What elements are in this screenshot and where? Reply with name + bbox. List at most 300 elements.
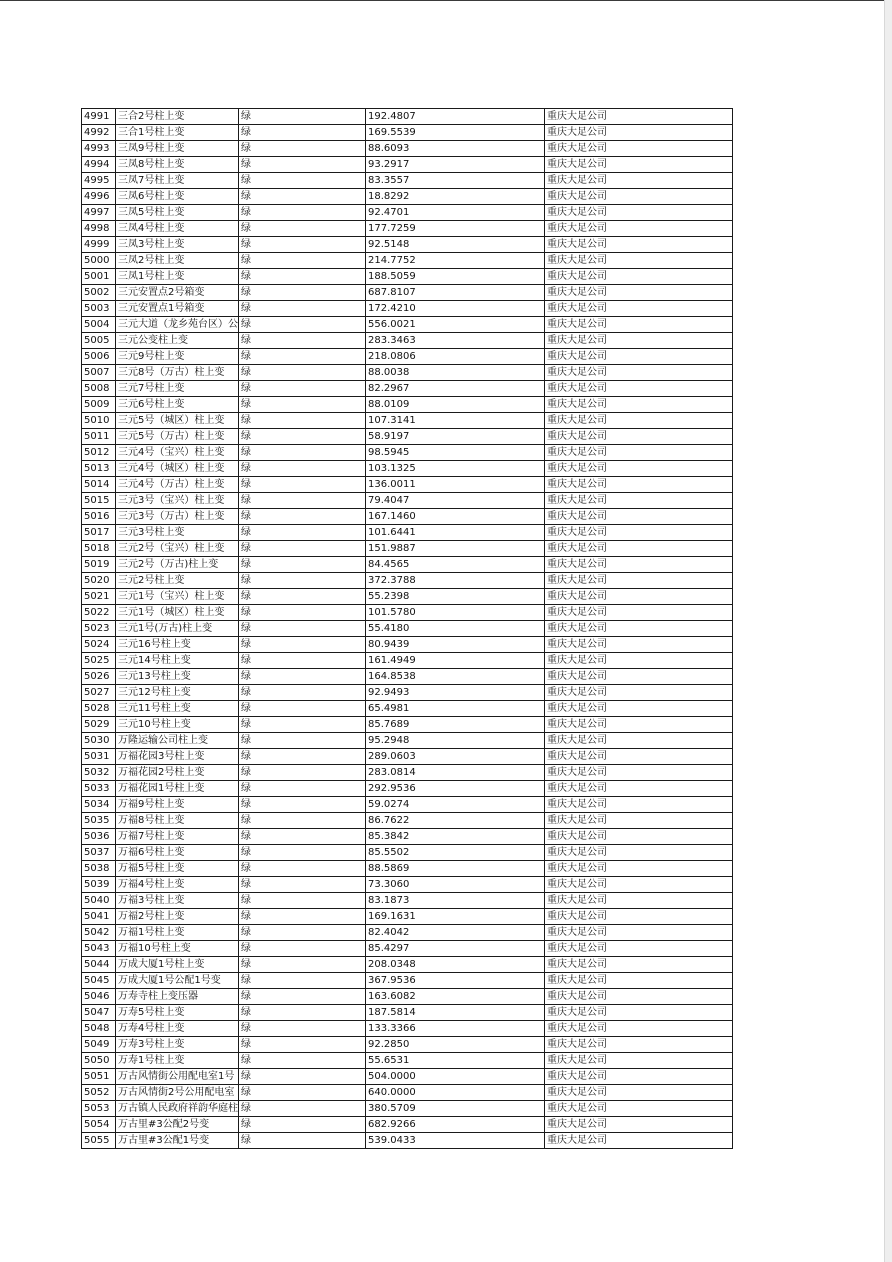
table-row: [82, 621, 733, 637]
transformer-name-cell: 万福4号柱上变: [116, 877, 239, 893]
company-cell: 重庆大足公司: [545, 749, 733, 765]
load-value-cell: 283.0814: [366, 765, 545, 781]
load-value-cell: 88.0038: [366, 365, 545, 381]
load-value-cell: 80.9439: [366, 637, 545, 653]
table-row: [82, 749, 733, 765]
status-color-cell: 绿: [239, 1101, 366, 1117]
status-color-cell: 绿: [239, 157, 366, 173]
row-id-cell: 4992: [82, 125, 116, 141]
transformer-name-cell: 万寿寺柱上变压器: [116, 989, 239, 1005]
load-value-cell: 93.2917: [366, 157, 545, 173]
status-color-cell: 绿: [239, 669, 366, 685]
transformer-name-cell: 三元16号柱上变: [116, 637, 239, 653]
company-cell: 重庆大足公司: [545, 301, 733, 317]
row-id-cell: 5047: [82, 1005, 116, 1021]
status-color-cell: 绿: [239, 605, 366, 621]
transformer-name-cell: 万福9号柱上变: [116, 797, 239, 813]
load-value-cell: 163.6082: [366, 989, 545, 1005]
load-value-cell: 169.1631: [366, 909, 545, 925]
page-top-rule: [0, 0, 884, 1]
load-value-cell: 79.4047: [366, 493, 545, 509]
company-cell: 重庆大足公司: [545, 813, 733, 829]
row-id-cell: 5012: [82, 445, 116, 461]
status-color-cell: 绿: [239, 1037, 366, 1053]
transformer-name-cell: 三元6号柱上变: [116, 397, 239, 413]
table-row: [82, 381, 733, 397]
status-color-cell: 绿: [239, 813, 366, 829]
company-cell: 重庆大足公司: [545, 397, 733, 413]
status-color-cell: 绿: [239, 685, 366, 701]
load-value-cell: 539.0433: [366, 1133, 545, 1149]
status-color-cell: 绿: [239, 637, 366, 653]
load-value-cell: 55.4180: [366, 621, 545, 637]
row-id-cell: 5021: [82, 589, 116, 605]
load-value-cell: 83.1873: [366, 893, 545, 909]
table-row: [82, 173, 733, 189]
status-color-cell: 绿: [239, 189, 366, 205]
load-value-cell: 55.6531: [366, 1053, 545, 1069]
status-color-cell: 绿: [239, 397, 366, 413]
company-cell: 重庆大足公司: [545, 1117, 733, 1133]
row-id-cell: 5008: [82, 381, 116, 397]
row-id-cell: 5009: [82, 397, 116, 413]
load-value-cell: 208.0348: [366, 957, 545, 973]
row-id-cell: 5042: [82, 925, 116, 941]
company-cell: 重庆大足公司: [545, 973, 733, 989]
status-color-cell: 绿: [239, 877, 366, 893]
transformer-name-cell: 万福2号柱上变: [116, 909, 239, 925]
load-value-cell: 59.0274: [366, 797, 545, 813]
table-row: [82, 1005, 733, 1021]
table-row: [82, 157, 733, 173]
company-cell: 重庆大足公司: [545, 413, 733, 429]
table-row: [82, 221, 733, 237]
transformer-name-cell: 三元13号柱上变: [116, 669, 239, 685]
table-row: [82, 525, 733, 541]
load-value-cell: 55.2398: [366, 589, 545, 605]
table-row: [82, 589, 733, 605]
company-cell: 重庆大足公司: [545, 429, 733, 445]
transformer-name-cell: 三凤8号柱上变: [116, 157, 239, 173]
status-color-cell: 绿: [239, 461, 366, 477]
table-row: [82, 285, 733, 301]
company-cell: 重庆大足公司: [545, 717, 733, 733]
status-color-cell: 绿: [239, 717, 366, 733]
table-row: [82, 301, 733, 317]
load-value-cell: 92.5148: [366, 237, 545, 253]
status-color-cell: 绿: [239, 653, 366, 669]
status-color-cell: 绿: [239, 333, 366, 349]
row-id-cell: 4999: [82, 237, 116, 253]
status-color-cell: 绿: [239, 701, 366, 717]
status-color-cell: 绿: [239, 125, 366, 141]
transformer-name-cell: 三凤9号柱上变: [116, 141, 239, 157]
status-color-cell: 绿: [239, 845, 366, 861]
row-id-cell: 5018: [82, 541, 116, 557]
transformer-table: [81, 108, 733, 1149]
status-color-cell: 绿: [239, 237, 366, 253]
row-id-cell: 5013: [82, 461, 116, 477]
table-row: [82, 653, 733, 669]
transformer-name-cell: 三元3号（万古）柱上变: [116, 509, 239, 525]
status-color-cell: 绿: [239, 253, 366, 269]
transformer-name-cell: 三元14号柱上变: [116, 653, 239, 669]
load-value-cell: 58.9197: [366, 429, 545, 445]
table-row: [82, 413, 733, 429]
transformer-name-cell: 万古风情街公用配电室1号: [116, 1069, 239, 1085]
status-color-cell: 绿: [239, 1085, 366, 1101]
transformer-name-cell: 三元4号（万古）柱上变: [116, 477, 239, 493]
load-value-cell: 687.8107: [366, 285, 545, 301]
table-row: [82, 1069, 733, 1085]
company-cell: 重庆大足公司: [545, 605, 733, 621]
load-value-cell: 177.7259: [366, 221, 545, 237]
load-value-cell: 18.8292: [366, 189, 545, 205]
status-color-cell: 绿: [239, 173, 366, 189]
status-color-cell: 绿: [239, 861, 366, 877]
transformer-name-cell: 万福花园3号柱上变: [116, 749, 239, 765]
row-id-cell: 5054: [82, 1117, 116, 1133]
company-cell: 重庆大足公司: [545, 285, 733, 301]
status-color-cell: 绿: [239, 733, 366, 749]
table-row: [82, 1117, 733, 1133]
row-id-cell: 5023: [82, 621, 116, 637]
row-id-cell: 5016: [82, 509, 116, 525]
transformer-name-cell: 万福8号柱上变: [116, 813, 239, 829]
transformer-name-cell: 三凤4号柱上变: [116, 221, 239, 237]
company-cell: 重庆大足公司: [545, 1069, 733, 1085]
company-cell: 重庆大足公司: [545, 381, 733, 397]
load-value-cell: 187.5814: [366, 1005, 545, 1021]
status-color-cell: 绿: [239, 445, 366, 461]
load-value-cell: 92.2850: [366, 1037, 545, 1053]
company-cell: 重庆大足公司: [545, 141, 733, 157]
transformer-name-cell: 三凤6号柱上变: [116, 189, 239, 205]
table-row: [82, 973, 733, 989]
transformer-name-cell: 万寿4号柱上变: [116, 1021, 239, 1037]
transformer-name-cell: 三元5号（城区）柱上变: [116, 413, 239, 429]
load-value-cell: 82.2967: [366, 381, 545, 397]
row-id-cell: 5049: [82, 1037, 116, 1053]
row-id-cell: 5050: [82, 1053, 116, 1069]
status-color-cell: 绿: [239, 413, 366, 429]
status-color-cell: 绿: [239, 893, 366, 909]
company-cell: 重庆大足公司: [545, 237, 733, 253]
table-row: [82, 685, 733, 701]
row-id-cell: 4993: [82, 141, 116, 157]
table-row: [82, 509, 733, 525]
row-id-cell: 5045: [82, 973, 116, 989]
table-row: [82, 1037, 733, 1053]
row-id-cell: 5027: [82, 685, 116, 701]
transformer-name-cell: 三元5号（万古）柱上变: [116, 429, 239, 445]
load-value-cell: 85.4297: [366, 941, 545, 957]
transformer-name-cell: 万福5号柱上变: [116, 861, 239, 877]
transformer-name-cell: 万福6号柱上变: [116, 845, 239, 861]
load-value-cell: 98.5945: [366, 445, 545, 461]
table-row: [82, 877, 733, 893]
transformer-name-cell: 万古里#3公配2号变: [116, 1117, 239, 1133]
table-row: [82, 317, 733, 333]
load-value-cell: 103.1325: [366, 461, 545, 477]
load-value-cell: 85.3842: [366, 829, 545, 845]
row-id-cell: 4994: [82, 157, 116, 173]
table-row: [82, 205, 733, 221]
table-row: [82, 797, 733, 813]
status-color-cell: 绿: [239, 909, 366, 925]
table-row: [82, 765, 733, 781]
table-row: [82, 781, 733, 797]
status-color-cell: 绿: [239, 525, 366, 541]
load-value-cell: 85.7689: [366, 717, 545, 733]
transformer-name-cell: 三元7号柱上变: [116, 381, 239, 397]
table-row: [82, 333, 733, 349]
company-cell: 重庆大足公司: [545, 189, 733, 205]
transformer-name-cell: 三元3号（宝兴）柱上变: [116, 493, 239, 509]
load-value-cell: 151.9887: [366, 541, 545, 557]
row-id-cell: 5025: [82, 653, 116, 669]
company-cell: 重庆大足公司: [545, 989, 733, 1005]
row-id-cell: 5024: [82, 637, 116, 653]
table-row: [82, 1133, 733, 1149]
status-color-cell: 绿: [239, 589, 366, 605]
status-color-cell: 绿: [239, 1133, 366, 1149]
transformer-name-cell: 三凤1号柱上变: [116, 269, 239, 285]
table-row: [82, 397, 733, 413]
company-cell: 重庆大足公司: [545, 781, 733, 797]
row-id-cell: 5004: [82, 317, 116, 333]
table-row: [82, 845, 733, 861]
load-value-cell: 85.5502: [366, 845, 545, 861]
company-cell: 重庆大足公司: [545, 893, 733, 909]
transformer-name-cell: 三元2号（宝兴）柱上变: [116, 541, 239, 557]
company-cell: 重庆大足公司: [545, 109, 733, 125]
row-id-cell: 5003: [82, 301, 116, 317]
load-value-cell: 88.6093: [366, 141, 545, 157]
table-row: [82, 1053, 733, 1069]
table-row: [82, 477, 733, 493]
status-color-cell: 绿: [239, 381, 366, 397]
table-row: [82, 125, 733, 141]
status-color-cell: 绿: [239, 957, 366, 973]
status-color-cell: 绿: [239, 765, 366, 781]
transformer-name-cell: 万古风情街2号公用配电室: [116, 1085, 239, 1101]
load-value-cell: 218.0806: [366, 349, 545, 365]
table-row: [82, 861, 733, 877]
status-color-cell: 绿: [239, 829, 366, 845]
table-row: [82, 829, 733, 845]
company-cell: 重庆大足公司: [545, 573, 733, 589]
table-row: [82, 669, 733, 685]
transformer-name-cell: 三合1号柱上变: [116, 125, 239, 141]
row-id-cell: 5002: [82, 285, 116, 301]
row-id-cell: 5001: [82, 269, 116, 285]
row-id-cell: 5007: [82, 365, 116, 381]
company-cell: 重庆大足公司: [545, 1053, 733, 1069]
load-value-cell: 172.4210: [366, 301, 545, 317]
row-id-cell: 5035: [82, 813, 116, 829]
table-row: [82, 109, 733, 125]
status-color-cell: 绿: [239, 269, 366, 285]
row-id-cell: 4998: [82, 221, 116, 237]
company-cell: 重庆大足公司: [545, 877, 733, 893]
table-row: [82, 429, 733, 445]
company-cell: 重庆大足公司: [545, 461, 733, 477]
status-color-cell: 绿: [239, 1005, 366, 1021]
transformer-name-cell: 三元大道（龙乡苑台区）公: [116, 317, 239, 333]
row-id-cell: 5041: [82, 909, 116, 925]
load-value-cell: 504.0000: [366, 1069, 545, 1085]
status-color-cell: 绿: [239, 557, 366, 573]
company-cell: 重庆大足公司: [545, 925, 733, 941]
row-id-cell: 5000: [82, 253, 116, 269]
company-cell: 重庆大足公司: [545, 653, 733, 669]
transformer-name-cell: 万成大厦1号柱上变: [116, 957, 239, 973]
table-row: [82, 269, 733, 285]
company-cell: 重庆大足公司: [545, 1005, 733, 1021]
row-id-cell: 5028: [82, 701, 116, 717]
row-id-cell: 5031: [82, 749, 116, 765]
table-row: [82, 957, 733, 973]
status-color-cell: 绿: [239, 797, 366, 813]
table-row: [82, 813, 733, 829]
load-value-cell: 65.4981: [366, 701, 545, 717]
transformer-name-cell: 三元安置点1号箱变: [116, 301, 239, 317]
status-color-cell: 绿: [239, 317, 366, 333]
transformer-name-cell: 三元3号柱上变: [116, 525, 239, 541]
table-row: [82, 557, 733, 573]
transformer-name-cell: 三元4号（城区）柱上变: [116, 461, 239, 477]
transformer-name-cell: 三凤7号柱上变: [116, 173, 239, 189]
load-value-cell: 164.8538: [366, 669, 545, 685]
row-id-cell: 5051: [82, 1069, 116, 1085]
status-color-cell: 绿: [239, 925, 366, 941]
transformer-name-cell: 三元12号柱上变: [116, 685, 239, 701]
row-id-cell: 5039: [82, 877, 116, 893]
load-value-cell: 88.0109: [366, 397, 545, 413]
company-cell: 重庆大足公司: [545, 733, 733, 749]
load-value-cell: 161.4949: [366, 653, 545, 669]
row-id-cell: 5043: [82, 941, 116, 957]
company-cell: 重庆大足公司: [545, 493, 733, 509]
table-row: [82, 541, 733, 557]
load-value-cell: 86.7622: [366, 813, 545, 829]
load-value-cell: 192.4807: [366, 109, 545, 125]
transformer-name-cell: 三元公变柱上变: [116, 333, 239, 349]
row-id-cell: 5005: [82, 333, 116, 349]
company-cell: 重庆大足公司: [545, 157, 733, 173]
load-value-cell: 556.0021: [366, 317, 545, 333]
table-row: [82, 925, 733, 941]
status-color-cell: 绿: [239, 1117, 366, 1133]
load-value-cell: 133.3366: [366, 1021, 545, 1037]
row-id-cell: 5055: [82, 1133, 116, 1149]
load-value-cell: 73.3060: [366, 877, 545, 893]
company-cell: 重庆大足公司: [545, 957, 733, 973]
status-color-cell: 绿: [239, 781, 366, 797]
table-row: [82, 237, 733, 253]
right-scroll-strip: [884, 0, 892, 1262]
load-value-cell: 283.3463: [366, 333, 545, 349]
transformer-name-cell: 万寿1号柱上变: [116, 1053, 239, 1069]
status-color-cell: 绿: [239, 541, 366, 557]
status-color-cell: 绿: [239, 141, 366, 157]
status-color-cell: 绿: [239, 301, 366, 317]
transformer-name-cell: 万寿3号柱上变: [116, 1037, 239, 1053]
company-cell: 重庆大足公司: [545, 269, 733, 285]
table-row: [82, 141, 733, 157]
company-cell: 重庆大足公司: [545, 1101, 733, 1117]
row-id-cell: 5037: [82, 845, 116, 861]
load-value-cell: 167.1460: [366, 509, 545, 525]
company-cell: 重庆大足公司: [545, 173, 733, 189]
transformer-name-cell: 万古里#3公配1号变: [116, 1133, 239, 1149]
table-row: [82, 365, 733, 381]
company-cell: 重庆大足公司: [545, 941, 733, 957]
company-cell: 重庆大足公司: [545, 349, 733, 365]
company-cell: 重庆大足公司: [545, 1021, 733, 1037]
table-row: [82, 909, 733, 925]
load-value-cell: 188.5059: [366, 269, 545, 285]
company-cell: 重庆大足公司: [545, 637, 733, 653]
transformer-name-cell: 三凤5号柱上变: [116, 205, 239, 221]
table-row: [82, 461, 733, 477]
transformer-name-cell: 三元2号（万古)柱上变: [116, 557, 239, 573]
row-id-cell: 5026: [82, 669, 116, 685]
status-color-cell: 绿: [239, 941, 366, 957]
row-id-cell: 5044: [82, 957, 116, 973]
company-cell: 重庆大足公司: [545, 797, 733, 813]
load-value-cell: 101.5780: [366, 605, 545, 621]
row-id-cell: 5048: [82, 1021, 116, 1037]
table-row: [82, 573, 733, 589]
company-cell: 重庆大足公司: [545, 557, 733, 573]
row-id-cell: 5038: [82, 861, 116, 877]
row-id-cell: 4991: [82, 109, 116, 125]
transformer-name-cell: 三元8号（万古）柱上变: [116, 365, 239, 381]
status-color-cell: 绿: [239, 221, 366, 237]
transformer-name-cell: 三元1号（城区）柱上变: [116, 605, 239, 621]
row-id-cell: 4997: [82, 205, 116, 221]
table-row: [82, 493, 733, 509]
transformer-name-cell: 三元安置点2号箱变: [116, 285, 239, 301]
transformer-name-cell: 万寿5号柱上变: [116, 1005, 239, 1021]
load-value-cell: 292.9536: [366, 781, 545, 797]
table-row: [82, 989, 733, 1005]
row-id-cell: 5034: [82, 797, 116, 813]
status-color-cell: 绿: [239, 1053, 366, 1069]
table-row: [82, 349, 733, 365]
row-id-cell: 5022: [82, 605, 116, 621]
load-value-cell: 214.7752: [366, 253, 545, 269]
transformer-name-cell: 三合2号柱上变: [116, 109, 239, 125]
table-row: [82, 1021, 733, 1037]
company-cell: 重庆大足公司: [545, 333, 733, 349]
company-cell: 重庆大足公司: [545, 445, 733, 461]
row-id-cell: 5010: [82, 413, 116, 429]
company-cell: 重庆大足公司: [545, 589, 733, 605]
load-value-cell: 82.4042: [366, 925, 545, 941]
load-value-cell: 640.0000: [366, 1085, 545, 1101]
company-cell: 重庆大足公司: [545, 509, 733, 525]
status-color-cell: 绿: [239, 573, 366, 589]
company-cell: 重庆大足公司: [545, 685, 733, 701]
status-color-cell: 绿: [239, 349, 366, 365]
load-value-cell: 372.3788: [366, 573, 545, 589]
row-id-cell: 5020: [82, 573, 116, 589]
status-color-cell: 绿: [239, 493, 366, 509]
company-cell: 重庆大足公司: [545, 525, 733, 541]
